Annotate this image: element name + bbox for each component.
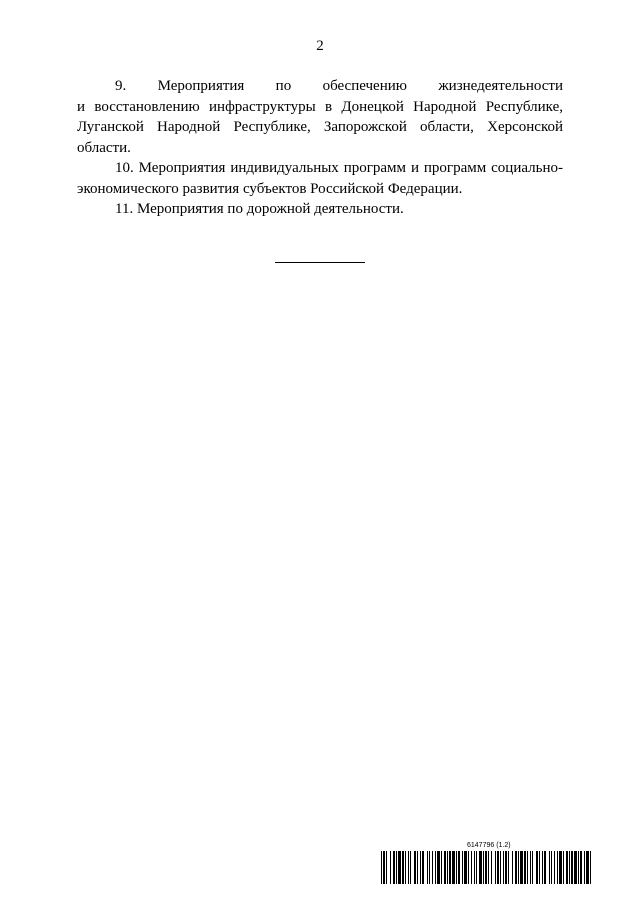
barcode-block (381, 842, 591, 886)
paragraph-9-first-line: 9. Мероприятия по обеспечению жизнедеятельности (115, 78, 563, 94)
end-separator-line (275, 262, 365, 263)
paragraph-9-rest: и восстановлению инфраструктуры в Донецкой Народной Республике, Луганской Народной Республике, Запорожской области, Херсонской области. (77, 98, 563, 156)
paragraph-11: 11. Мероприятия по дорожной деятельности. (115, 201, 404, 217)
barcode-id: 6147796 (1.2) (467, 842, 511, 849)
paragraph-10: 10. Мероприятия индивидуальных программ и программ социально-экономического развития субъектов Российской Федерации. (77, 160, 563, 197)
document-body (77, 76, 563, 220)
page-number: 2 (316, 38, 324, 54)
barcode-icon (381, 851, 591, 884)
